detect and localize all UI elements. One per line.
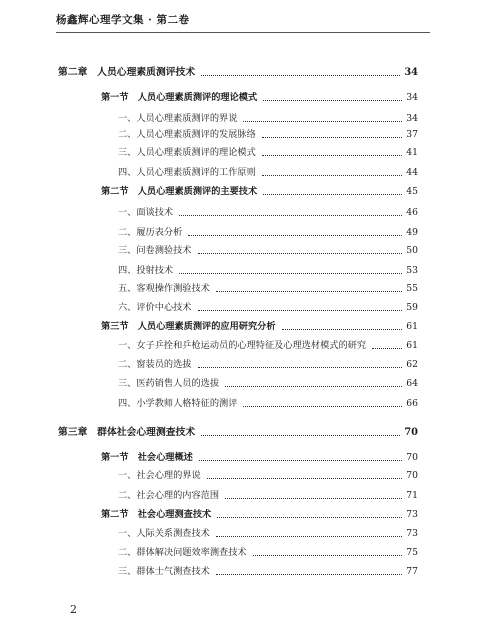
toc-entry-title: 第二节 人员心理素质测评的主要技术 bbox=[101, 186, 258, 197]
dot-leader bbox=[243, 120, 402, 122]
toc-entry-page: 73 bbox=[406, 509, 418, 520]
toc-entry-page: 49 bbox=[406, 227, 418, 238]
toc-subsection bbox=[118, 167, 418, 179]
toc-entry-page: 41 bbox=[406, 147, 418, 158]
toc-subsection bbox=[118, 566, 418, 578]
toc-subsection bbox=[118, 245, 418, 257]
toc-subsection bbox=[118, 547, 418, 559]
toc-entry-title: 一、女子乒拴和乒枪运动员的心理特征及心理选材模式的研究 bbox=[118, 340, 367, 351]
toc-subsection bbox=[118, 283, 418, 295]
toc-entry-title: 第一节 社会心理概述 bbox=[101, 452, 193, 463]
dot-leader bbox=[253, 554, 403, 556]
toc-entry-page: 64 bbox=[406, 378, 418, 389]
toc-section bbox=[101, 321, 418, 333]
toc-entry-page: 77 bbox=[406, 566, 418, 577]
toc-entry-title: 二、社会心理的内容范围 bbox=[118, 490, 220, 501]
toc-section bbox=[101, 186, 418, 198]
toc-entry-title: 六、评价中心技术 bbox=[118, 302, 192, 313]
toc-entry-page: 50 bbox=[406, 245, 418, 256]
toc-entry-title: 一、面谈技术 bbox=[118, 207, 174, 218]
toc-entry-title: 第二章 人员心理素质测评技术 bbox=[58, 67, 196, 78]
toc-entry-page: 55 bbox=[406, 283, 418, 294]
toc-entry-title: 二、窗装员的选拔 bbox=[118, 359, 192, 370]
page-number: 2 bbox=[70, 603, 77, 616]
dot-leader bbox=[243, 405, 402, 407]
toc-section bbox=[101, 509, 418, 521]
toc-entry-title: 一、社会心理的界说 bbox=[118, 470, 201, 481]
toc-entry-page: 53 bbox=[406, 265, 418, 276]
dot-leader bbox=[282, 328, 403, 330]
dot-leader bbox=[263, 193, 402, 195]
toc-entry-title: 一、人际关系测查技术 bbox=[118, 528, 210, 539]
toc-entry-page: 34 bbox=[406, 113, 418, 124]
dot-leader bbox=[188, 234, 402, 236]
toc-subsection bbox=[118, 398, 418, 410]
toc-subsection bbox=[118, 490, 418, 502]
dot-leader bbox=[216, 535, 402, 537]
dot-leader bbox=[217, 516, 402, 518]
dot-leader bbox=[263, 99, 402, 101]
toc-entry-page: 62 bbox=[406, 359, 418, 370]
toc-subsection bbox=[118, 147, 418, 159]
toc-subsection bbox=[118, 227, 418, 239]
toc-entry-page: 59 bbox=[406, 302, 418, 313]
toc-entry-page: 34 bbox=[406, 92, 418, 103]
toc-entry-page: 75 bbox=[406, 547, 418, 558]
toc-subsection bbox=[118, 359, 418, 371]
toc-entry-page: 70 bbox=[404, 427, 418, 438]
toc-entry-page: 45 bbox=[406, 186, 418, 197]
dot-leader bbox=[262, 174, 402, 176]
dot-leader bbox=[225, 497, 402, 499]
toc-subsection bbox=[118, 302, 418, 314]
toc-entry-title: 二、履历表分析 bbox=[118, 227, 183, 238]
toc-section bbox=[101, 92, 418, 104]
dot-leader bbox=[216, 290, 402, 292]
toc-subsection bbox=[118, 470, 418, 482]
toc-entry-title: 四、小学教师人格特征的测评 bbox=[118, 398, 238, 409]
toc-entry-title: 三、医药销售人员的选拔 bbox=[118, 378, 220, 389]
toc-subsection bbox=[118, 340, 418, 352]
dot-leader bbox=[216, 573, 402, 575]
toc-subsection bbox=[118, 207, 418, 219]
dot-leader bbox=[372, 347, 402, 349]
dot-leader bbox=[198, 309, 403, 311]
toc-subsection bbox=[118, 113, 418, 125]
toc-entry-page: 70 bbox=[406, 452, 418, 463]
toc-entry-title: 四、人员心理素质测评的工作原则 bbox=[118, 167, 256, 178]
toc-subsection bbox=[118, 129, 418, 141]
toc-entry-title: 第二节 社会心理测查技术 bbox=[101, 509, 212, 520]
toc-entry-page: 37 bbox=[406, 129, 418, 140]
toc-entry-title: 第一节 人员心理素质测评的理论模式 bbox=[101, 92, 258, 103]
dot-leader bbox=[225, 385, 402, 387]
toc-entry-title: 四、投射技术 bbox=[118, 265, 174, 276]
header-rule bbox=[56, 32, 430, 33]
toc-entry-page: 66 bbox=[406, 398, 418, 409]
dot-leader bbox=[262, 154, 402, 156]
toc-entry-title: 第三章 群体社会心理测查技术 bbox=[58, 427, 196, 438]
toc-entry-title: 二、群体解决问题效率测查技术 bbox=[118, 547, 247, 558]
toc-entry-title: 第三节 人员心理素质测评的应用研究分析 bbox=[101, 321, 276, 332]
dot-leader bbox=[201, 74, 400, 76]
dot-leader bbox=[179, 214, 402, 216]
toc-entry-page: 61 bbox=[406, 321, 418, 332]
toc-subsection bbox=[118, 378, 418, 390]
dot-leader bbox=[201, 434, 400, 436]
toc-entry-page: 61 bbox=[406, 340, 418, 351]
dot-leader bbox=[199, 459, 402, 461]
dot-leader bbox=[262, 136, 402, 138]
toc-entry-page: 46 bbox=[406, 207, 418, 218]
toc-entry-page: 71 bbox=[406, 490, 418, 501]
dot-leader bbox=[198, 252, 403, 254]
toc-chapter bbox=[58, 67, 418, 79]
toc-entry-page: 73 bbox=[406, 528, 418, 539]
toc-entry-page: 70 bbox=[406, 470, 418, 481]
toc-entry-title: 五、客观操作测验技术 bbox=[118, 283, 210, 294]
toc-entry-title: 三、人员心理素质测评的理论模式 bbox=[118, 147, 256, 158]
toc-entry-title: 一、人员心理素质测评的界说 bbox=[118, 113, 238, 124]
toc-entry-title: 三、问卷测验技术 bbox=[118, 245, 192, 256]
dot-leader bbox=[198, 366, 403, 368]
toc-entry-title: 二、人员心理素质测评的发展脉络 bbox=[118, 129, 256, 140]
toc-entry-page: 34 bbox=[404, 67, 418, 78]
toc-section bbox=[101, 452, 418, 464]
toc-entry-page: 44 bbox=[406, 167, 418, 178]
toc-chapter bbox=[58, 427, 418, 439]
toc-subsection bbox=[118, 265, 418, 277]
dot-leader bbox=[207, 477, 403, 479]
toc-subsection bbox=[118, 528, 418, 540]
dot-leader bbox=[179, 272, 402, 274]
running-header: 杨鑫辉心理学文集 · 第二卷 bbox=[56, 14, 190, 26]
toc-entry-title: 三、群体士气测查技术 bbox=[118, 566, 210, 577]
